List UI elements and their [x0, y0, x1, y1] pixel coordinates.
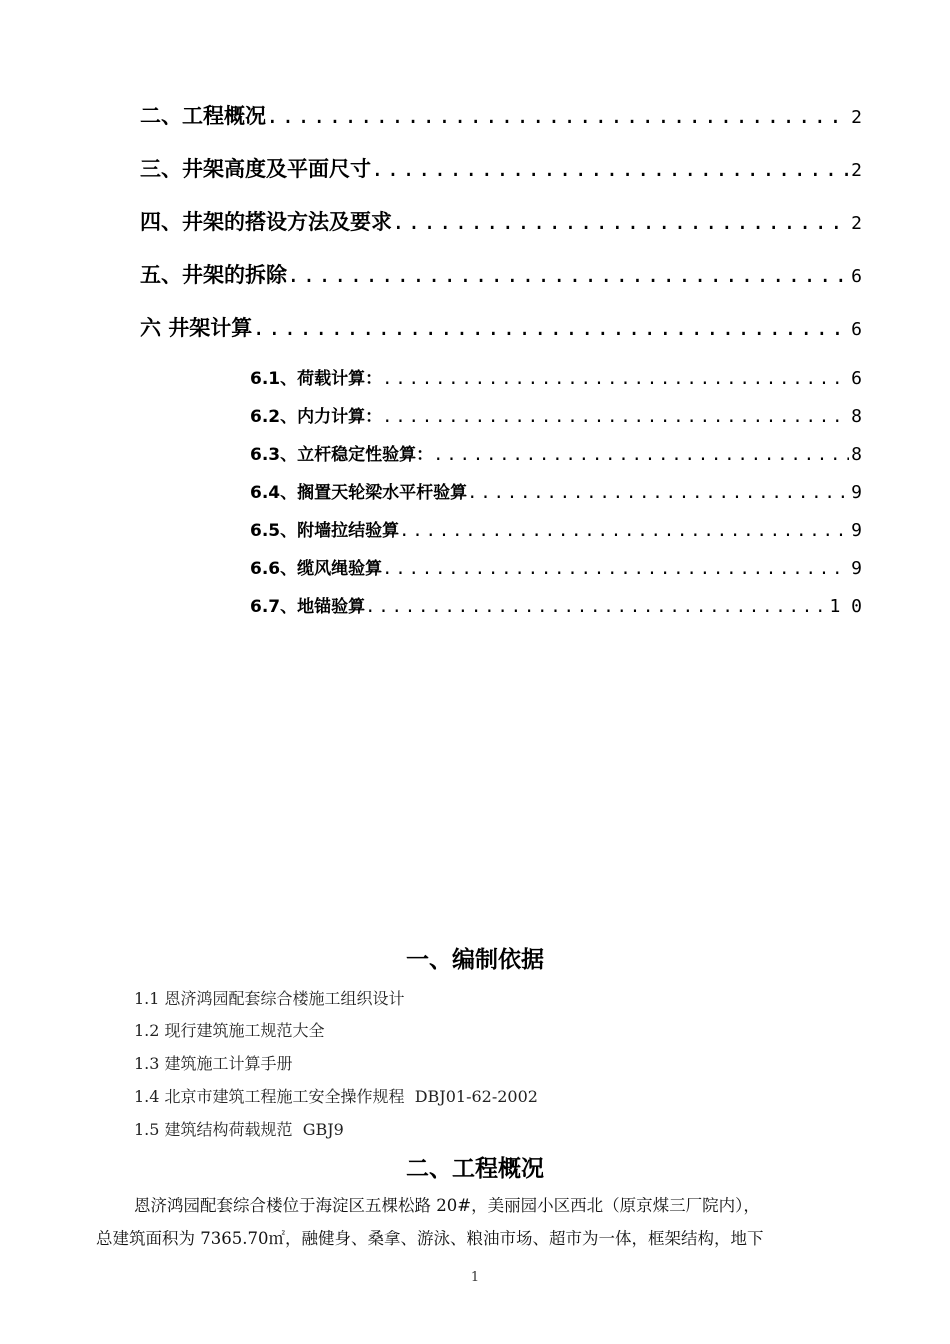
toc-subentry-page: 8	[851, 406, 862, 427]
toc-subentry-title: 6.1、荷载计算：	[250, 369, 383, 389]
toc-subentry-page: 9	[851, 482, 862, 503]
toc-subentry-title: 6.5、附墙拉结验算	[250, 521, 400, 541]
toc-subentry-title: 6.3、立杆稳定性验算：	[250, 445, 434, 465]
toc-subentry[interactable]	[250, 516, 862, 541]
toc-entry-title: 六 井架计算	[140, 316, 253, 340]
toc-leader-dots	[266, 104, 849, 128]
body-paragraph-line: 总建筑面积为 7365.70㎡，融健身、桑拿、游泳、粮油市场、超市为一体，框架结构，地下	[96, 1229, 764, 1248]
basis-item: 1.3 建筑施工计算手册	[134, 1054, 293, 1073]
basis-item: 1.2 现行建筑施工规范大全	[134, 1021, 325, 1040]
toc-entry[interactable]	[140, 100, 862, 130]
toc-subentry-page: 6	[851, 368, 862, 389]
basis-item: 1.1 恩济鸿园配套综合楼施工组织设计	[134, 989, 405, 1008]
toc-leader-dots	[433, 445, 849, 465]
toc-subentry-title: 6.4、搁置天轮梁水平杆验算	[250, 483, 468, 503]
section-heading: 一、编制依据	[406, 947, 544, 973]
toc-subentry[interactable]	[250, 478, 862, 503]
toc-leader-dots	[287, 263, 849, 287]
basis-item: 1.4 北京市建筑工程施工安全操作规程 DBJ01-62-2002	[134, 1087, 538, 1106]
toc-subentry[interactable]	[250, 364, 862, 389]
basis-item: 1.5 建筑结构荷载规范 GBJ9	[134, 1120, 344, 1139]
toc-leader-dots	[467, 483, 849, 503]
toc-leader-dots	[382, 369, 849, 389]
toc-leader-dots	[399, 521, 849, 541]
toc-leader-dots	[252, 316, 849, 340]
toc-entry-page: 2	[851, 160, 862, 181]
toc-leader-dots	[371, 157, 849, 181]
toc-entry[interactable]	[140, 153, 862, 183]
page-number: 1	[470, 1270, 480, 1285]
toc-entry[interactable]	[140, 312, 862, 342]
toc-subentry[interactable]	[250, 402, 862, 427]
toc-leader-dots	[382, 559, 849, 579]
toc-leader-dots	[382, 407, 849, 427]
toc-subentry-title: 6.6、缆风绳验算	[250, 559, 383, 579]
toc-subentry-page: 9	[851, 520, 862, 541]
toc-entry[interactable]	[140, 259, 862, 289]
toc-entry-page: 6	[851, 266, 862, 287]
section-heading: 二、工程概况	[406, 1156, 544, 1182]
toc-subentry-page: 9	[851, 558, 862, 579]
toc-entry[interactable]	[140, 206, 862, 236]
toc-entry-title: 三、井架高度及平面尺寸	[140, 157, 371, 181]
toc-subentry-page: 1 0	[829, 596, 862, 617]
toc-subentry[interactable]	[250, 592, 862, 617]
toc-subentry[interactable]	[250, 554, 862, 579]
toc-subentry-title: 6.7、地锚验算	[250, 597, 366, 617]
body-paragraph-line: 恩济鸿园配套综合楼位于海淀区五棵松路 20#，美丽园小区西北（原京煤三厂院内），	[134, 1196, 760, 1215]
toc-entry-title: 五、井架的拆除	[140, 263, 287, 287]
toc-subentry-page: 8	[851, 444, 862, 465]
toc-leader-dots	[392, 210, 849, 234]
toc-entry-page: 2	[851, 107, 862, 128]
toc-entry-title: 二、工程概况	[140, 104, 266, 128]
toc-entry-page: 6	[851, 319, 862, 340]
toc-entry-title: 四、井架的搭设方法及要求	[140, 210, 392, 234]
toc-entry-page: 2	[851, 213, 862, 234]
toc-leader-dots	[365, 597, 827, 617]
toc-subentry-title: 6.2、内力计算：	[250, 407, 383, 427]
toc-subentry[interactable]	[250, 440, 862, 465]
